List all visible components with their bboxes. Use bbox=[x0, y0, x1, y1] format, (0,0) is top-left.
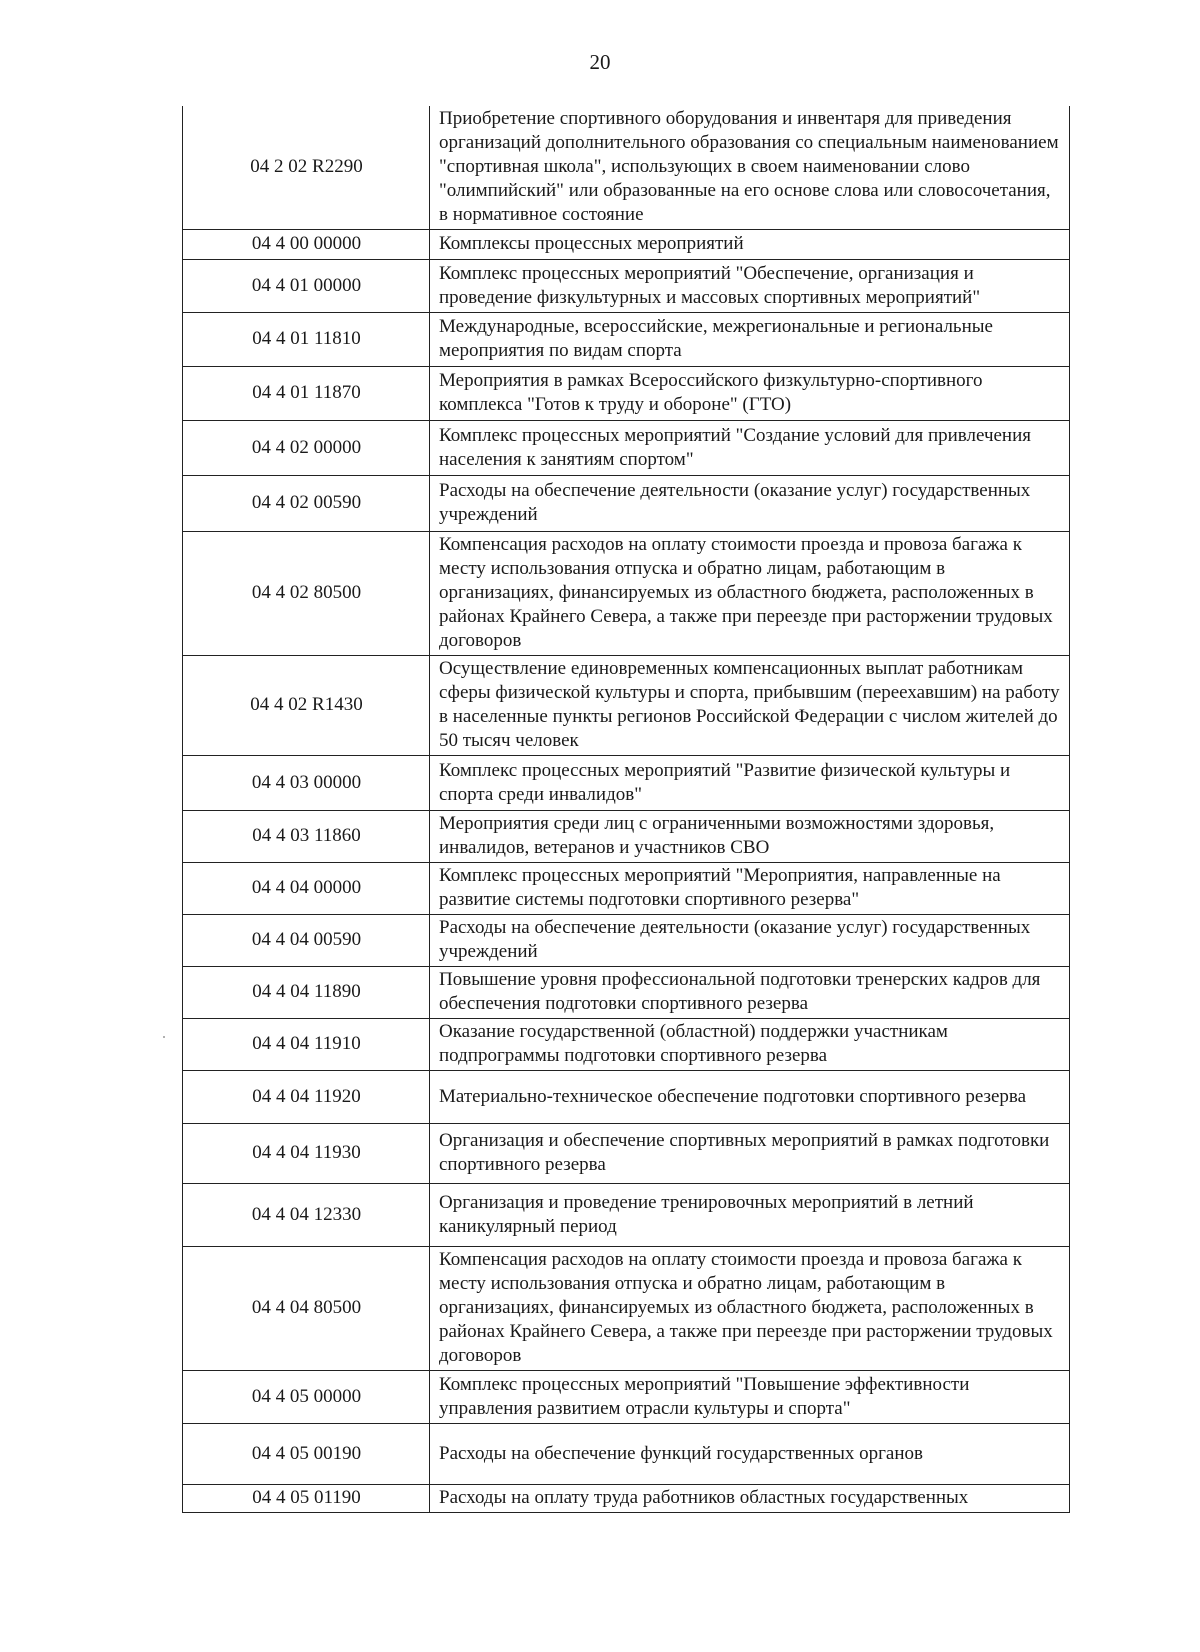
table-row bbox=[183, 1124, 1070, 1184]
name-cell: Комплекс процессных мероприятий "Повышение эффективности управления развитием отрасли культуры и спорта" bbox=[430, 1371, 1070, 1424]
code-cell: 04 4 02 80500 bbox=[183, 532, 430, 656]
table-row bbox=[183, 1485, 1070, 1513]
code-cell: 04 4 01 11870 bbox=[183, 367, 430, 421]
page-number: 20 bbox=[589, 50, 611, 74]
table-row bbox=[183, 915, 1070, 967]
name-cell: Расходы на оплату труда работников областных государственных bbox=[430, 1485, 1070, 1513]
name-cell: Приобретение спортивного оборудования и инвентаря для приведения организаций дополнительного образования со специальным наименованием "спортивная школа", использующих в своем наименовании слово "олимпийский" или образованные на его основе слова или словосочетания, в нормативное состояние bbox=[430, 106, 1070, 230]
code-cell: 04 4 01 11810 bbox=[183, 313, 430, 367]
table-row bbox=[183, 532, 1070, 656]
table-row bbox=[183, 260, 1070, 313]
table-row bbox=[183, 1247, 1070, 1371]
table-row bbox=[183, 863, 1070, 915]
code-cell: 04 4 03 11860 bbox=[183, 811, 430, 863]
table-row bbox=[183, 421, 1070, 476]
code-cell: 04 4 04 11910 bbox=[183, 1019, 430, 1071]
name-cell: Материально-техническое обеспечение подготовки спортивного резерва bbox=[430, 1071, 1070, 1124]
table-row bbox=[183, 656, 1070, 756]
name-cell: Расходы на обеспечение деятельности (оказание услуг) государственных учреждений bbox=[430, 915, 1070, 967]
table-row bbox=[183, 1071, 1070, 1124]
name-cell: Оказание государственной (областной) поддержки участникам подпрограммы подготовки спортивного резерва bbox=[430, 1019, 1070, 1071]
table-row bbox=[183, 967, 1070, 1019]
name-cell: Комплекс процессных мероприятий "Обеспечение, организация и проведение физкультурных и массовых спортивных мероприятий" bbox=[430, 260, 1070, 313]
table-row bbox=[183, 756, 1070, 811]
code-cell: 04 4 05 00000 bbox=[183, 1371, 430, 1424]
name-cell: Расходы на обеспечение функций государственных органов bbox=[430, 1424, 1070, 1485]
name-cell: Мероприятия среди лиц с ограниченными возможностями здоровья, инвалидов, ветеранов и участников СВО bbox=[430, 811, 1070, 863]
code-cell: 04 4 04 00590 bbox=[183, 915, 430, 967]
code-cell: 04 2 02 R2290 bbox=[183, 106, 430, 230]
table-row bbox=[183, 230, 1070, 260]
table-row bbox=[183, 313, 1070, 367]
name-cell: Международные, всероссийские, межрегиональные и региональные мероприятия по видам спорта bbox=[430, 313, 1070, 367]
code-cell: 04 4 04 80500 bbox=[183, 1247, 430, 1371]
scan-speck bbox=[163, 1036, 165, 1038]
code-cell: 04 4 05 01190 bbox=[183, 1485, 430, 1513]
name-cell: Организация и проведение тренировочных мероприятий в летний каникулярный период bbox=[430, 1184, 1070, 1247]
code-cell: 04 4 02 00000 bbox=[183, 421, 430, 476]
budget-codes-table bbox=[182, 106, 1070, 1513]
name-cell: Компенсация расходов на оплату стоимости проезда и провоза багажа к месту использования отпуска и обратно лицам, работающим в организациях, финансируемых из областного бюджета, расположенных в районах Крайнего Севера, а также при переезде при расторжении трудовых договоров bbox=[430, 1247, 1070, 1371]
name-cell: Комплекс процессных мероприятий "Мероприятия, направленные на развитие системы подготовки спортивного резерва" bbox=[430, 863, 1070, 915]
code-cell: 04 4 04 12330 bbox=[183, 1184, 430, 1247]
code-cell: 04 4 04 11920 bbox=[183, 1071, 430, 1124]
name-cell: Осуществление единовременных компенсационных выплат работникам сферы физической культуры и спорта, прибывшим (переехавшим) на работу в населенные пункты регионов Российской Федерации с числом жителей до 50 тысяч человек bbox=[430, 656, 1070, 756]
code-cell: 04 4 05 00190 bbox=[183, 1424, 430, 1485]
code-cell: 04 4 03 00000 bbox=[183, 756, 430, 811]
table-row bbox=[183, 1424, 1070, 1485]
table-row bbox=[183, 1184, 1070, 1247]
table-row bbox=[183, 106, 1070, 230]
name-cell: Комплекс процессных мероприятий "Развитие физической культуры и спорта среди инвалидов" bbox=[430, 756, 1070, 811]
code-cell: 04 4 04 11930 bbox=[183, 1124, 430, 1184]
table-row bbox=[183, 367, 1070, 421]
name-cell: Комплекс процессных мероприятий "Создание условий для привлечения населения к занятиям спортом" bbox=[430, 421, 1070, 476]
name-cell: Мероприятия в рамках Всероссийского физкультурно-спортивного комплекса "Готов к труду и обороне" (ГТО) bbox=[430, 367, 1070, 421]
name-cell: Комплексы процессных мероприятий bbox=[430, 230, 1070, 260]
name-cell: Повышение уровня профессиональной подготовки тренерских кадров для обеспечения подготовки спортивного резерва bbox=[430, 967, 1070, 1019]
table-row bbox=[183, 811, 1070, 863]
code-cell: 04 4 04 11890 bbox=[183, 967, 430, 1019]
code-cell: 04 4 02 00590 bbox=[183, 476, 430, 532]
table-row bbox=[183, 1019, 1070, 1071]
code-cell: 04 4 04 00000 bbox=[183, 863, 430, 915]
table-row bbox=[183, 476, 1070, 532]
name-cell: Расходы на обеспечение деятельности (оказание услуг) государственных учреждений bbox=[430, 476, 1070, 532]
code-cell: 04 4 00 00000 bbox=[183, 230, 430, 260]
code-cell: 04 4 02 R1430 bbox=[183, 656, 430, 756]
table-row bbox=[183, 1371, 1070, 1424]
name-cell: Компенсация расходов на оплату стоимости проезда и провоза багажа к месту использования отпуска и обратно лицам, работающим в организациях, финансируемых из областного бюджета, расположенных в районах Крайнего Севера, а также при переезде при расторжении трудовых договоров bbox=[430, 532, 1070, 656]
code-cell: 04 4 01 00000 bbox=[183, 260, 430, 313]
name-cell: Организация и обеспечение спортивных мероприятий в рамках подготовки спортивного резерва bbox=[430, 1124, 1070, 1184]
